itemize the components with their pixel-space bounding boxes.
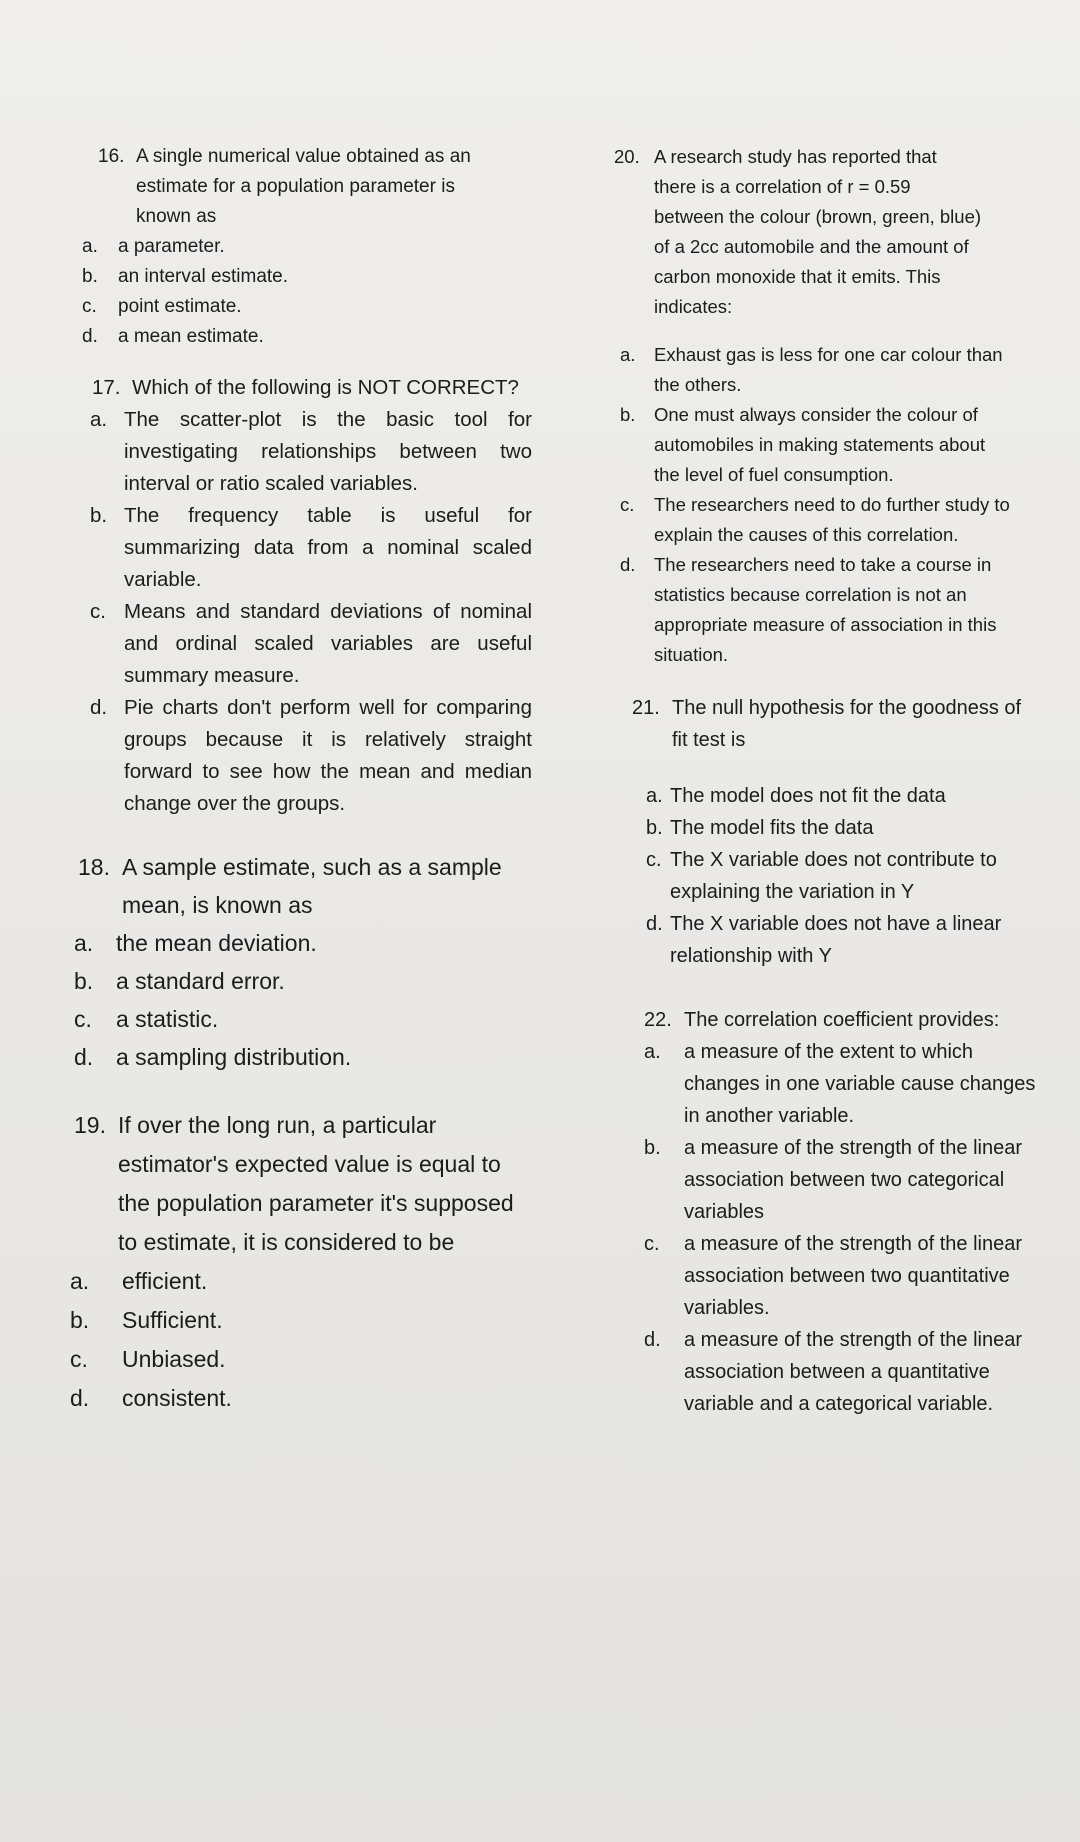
option-letter: c.	[74, 1006, 92, 1032]
answer-options	[600, 1036, 1060, 1420]
right-column	[600, 142, 1060, 1420]
question-17	[82, 372, 532, 820]
option-a	[620, 340, 1060, 400]
option-c	[70, 1340, 532, 1379]
option-b	[82, 262, 532, 292]
option-text: The X variable does not contribute to explaining the variation in Y	[670, 849, 997, 903]
option-text: a mean estimate.	[118, 326, 264, 347]
option-letter: a.	[620, 344, 636, 365]
option-letter: a.	[70, 1268, 90, 1294]
option-a	[646, 780, 1060, 812]
option-letter: b.	[74, 968, 94, 994]
option-letter: a.	[74, 930, 94, 956]
option-text: a statistic.	[116, 1006, 219, 1032]
option-letter: c.	[90, 600, 106, 623]
question-18	[74, 848, 532, 1076]
option-text: a measure of the strength of the linear association between two categorical variables	[684, 1137, 1022, 1223]
option-letter: b.	[620, 404, 636, 425]
option-text: efficient.	[122, 1268, 208, 1294]
option-text: Unbiased.	[122, 1346, 226, 1372]
option-text: an interval estimate.	[118, 266, 289, 287]
option-letter: d.	[90, 696, 108, 719]
option-letter: c.	[646, 849, 662, 871]
option-text: a sampling distribution.	[116, 1044, 352, 1070]
option-text: a measure of the extent to which changes in one variable cause changes in another variable.	[684, 1041, 1036, 1127]
question-text: Which of the following is NOT CORRECT?	[132, 376, 519, 399]
option-text: a measure of the strength of the linear association between two quantitative variables.	[684, 1233, 1022, 1319]
question-number: 19.	[74, 1112, 106, 1138]
option-text: Pie charts don't perform well for comparing groups because it is relatively straight forward to see how the mean and median change over the groups.	[124, 696, 532, 815]
question-21	[600, 692, 1060, 972]
question-text: A research study has reported that there is a correlation of r = 0.59 between the colour (brown, green, blue) of a 2cc automobile and the amount of carbon monoxide that it emits. This indicates:	[654, 146, 982, 317]
option-letter: c.	[620, 494, 635, 515]
question-text: The correlation coefficient provides:	[684, 1009, 1000, 1031]
left-column	[70, 142, 532, 1418]
answer-options	[70, 1262, 532, 1418]
option-letter: d.	[82, 326, 98, 347]
option-text: One must always consider the colour of automobiles in making statements about the level of fuel consumption.	[654, 404, 986, 485]
question-text: The null hypothesis for the goodness of fit test is	[672, 697, 1022, 751]
option-text: The scatter-plot is the basic tool for investigating relationships between two interval or ratio scaled variables.	[124, 408, 532, 495]
question-text: If over the long run, a particular estimator's expected value is equal to the population parameter it's supposed to estimate, it is considered to be	[118, 1112, 514, 1255]
question-text: A single numerical value obtained as an estimate for a population parameter is known as	[136, 146, 471, 227]
option-b	[620, 400, 1060, 490]
option-b	[90, 500, 532, 596]
question-number: 22.	[644, 1009, 672, 1031]
option-letter: a.	[646, 785, 663, 807]
option-text: consistent.	[122, 1385, 232, 1411]
option-d	[646, 908, 1060, 972]
option-c	[82, 292, 532, 322]
option-letter: b.	[82, 266, 98, 287]
option-letter: d.	[646, 913, 663, 935]
option-letter: c.	[644, 1233, 660, 1255]
option-text: The X variable does not have a linear relationship with Y	[670, 913, 1002, 967]
answer-options	[82, 404, 532, 820]
option-a	[82, 232, 532, 262]
option-letter: d.	[74, 1044, 94, 1070]
option-text: The model fits the data	[670, 817, 874, 839]
option-letter: b.	[644, 1137, 661, 1159]
question-number: 17.	[92, 376, 121, 399]
option-letter: d.	[644, 1329, 661, 1351]
option-letter: d.	[620, 554, 636, 575]
option-letter: c.	[82, 296, 97, 317]
option-c	[74, 1000, 532, 1038]
option-letter: d.	[70, 1385, 90, 1411]
option-text: The researchers need to take a course in statistics because correlation is not an appropriate measure of association in this situation.	[654, 554, 997, 665]
option-d	[620, 550, 1060, 670]
option-text: a parameter.	[118, 236, 225, 257]
option-b	[70, 1301, 532, 1340]
option-letter: a.	[90, 408, 108, 431]
option-letter: b.	[90, 504, 108, 527]
option-text: The model does not fit the data	[670, 785, 946, 807]
option-text: point estimate.	[118, 296, 242, 317]
answer-options	[600, 780, 1060, 972]
option-c	[620, 490, 1060, 550]
option-d	[70, 1379, 532, 1418]
question-number: 16.	[98, 146, 125, 167]
option-b	[646, 812, 1060, 844]
option-letter: b.	[70, 1307, 90, 1333]
option-c	[644, 1228, 1060, 1324]
option-d	[644, 1324, 1060, 1420]
question-20	[600, 142, 1060, 670]
option-text: The frequency table is useful for summarizing data from a nominal scaled variable.	[124, 504, 532, 591]
option-letter: a.	[644, 1041, 661, 1063]
option-text: Means and standard deviations of nominal and ordinal scaled variables are useful summary measure.	[124, 600, 532, 687]
question-16	[82, 142, 532, 352]
option-text: Sufficient.	[122, 1307, 223, 1333]
question-number: 18.	[78, 854, 110, 880]
answer-options	[74, 924, 532, 1076]
option-d	[82, 322, 532, 352]
answer-options	[82, 232, 532, 352]
option-a	[644, 1036, 1060, 1132]
option-text: The researchers need to do further study to explain the causes of this correlation.	[654, 494, 1010, 545]
option-text: a standard error.	[116, 968, 285, 994]
answer-options	[600, 340, 1060, 670]
option-text: the mean deviation.	[116, 930, 317, 956]
option-c	[90, 596, 532, 692]
option-text: Exhaust gas is less for one car colour than the others.	[654, 344, 1003, 395]
option-d	[74, 1038, 532, 1076]
question-number: 20.	[614, 146, 640, 167]
option-b	[74, 962, 532, 1000]
option-a	[90, 404, 532, 500]
option-d	[90, 692, 532, 820]
option-letter: c.	[70, 1346, 88, 1372]
option-c	[646, 844, 1060, 908]
option-a	[74, 924, 532, 962]
question-19	[70, 1106, 532, 1418]
option-text: a measure of the strength of the linear association between a quantitative variable and a categorical variable.	[684, 1329, 1022, 1415]
option-a	[70, 1262, 532, 1301]
question-text: A sample estimate, such as a sample mean, is known as	[122, 854, 502, 918]
question-22	[600, 1004, 1060, 1420]
option-letter: b.	[646, 817, 663, 839]
option-letter: a.	[82, 236, 98, 257]
option-b	[644, 1132, 1060, 1228]
question-number: 21.	[632, 697, 660, 719]
